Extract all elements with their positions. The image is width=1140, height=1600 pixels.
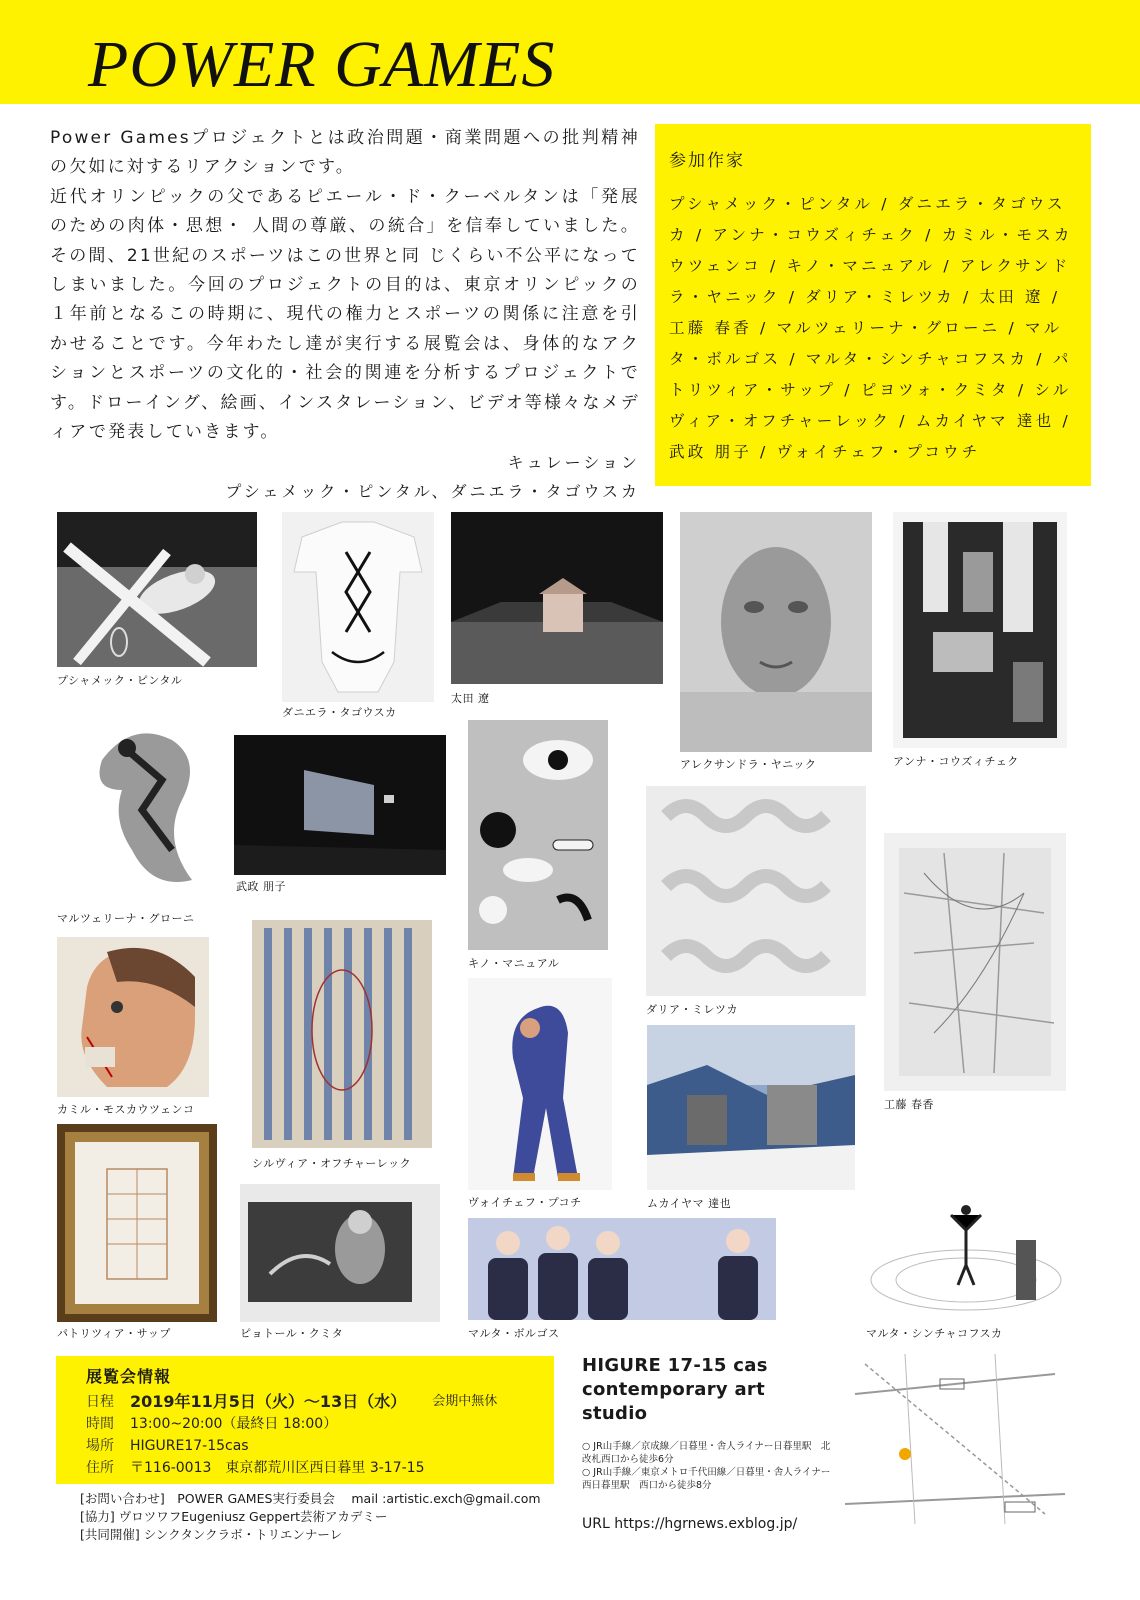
info-time-row <box>86 1413 554 1435</box>
artwork-striped-fabric <box>252 920 432 1148</box>
caption-artist-13: ヴォイチェフ・プコチ <box>468 1196 582 1209</box>
artwork-cutout-shapes <box>468 720 608 950</box>
exhibition-info-title: 展覧会情報 <box>86 1367 172 1386</box>
artwork-architectural-abstract <box>893 512 1067 748</box>
info-date-value: 2019年11月5日（火）～13日（水） <box>130 1392 407 1411</box>
contact-inquiry: [お問い合わせ] POWER GAMES実行委員会 mail :artistic.exch@gmail.com <box>80 1491 541 1506</box>
caption-artist-5: アンナ・コウズィチェク <box>893 755 1019 768</box>
info-time-label: 時間 <box>86 1416 114 1432</box>
caption-artist-9: ダリア・ミレツカ <box>646 1003 738 1016</box>
exhibition-info-box <box>56 1356 554 1484</box>
artists-list: プシャメック・ピンタル / ダニエラ・タゴウスカ / アンナ・コウズィチェク / カミル・モスカウツェンコ / キノ・マニュアル / アレクサンドラ・ヤニック / ダリア・ミレツカ / 太田 遼 / 工藤 春香 / マルツェリーナ・グローニ / マルタ・ボルゴス / マルタ・シンチャコフスカ / パトリツィア・サップ / ピヨツォ・クミタ / シルヴィア・オフチャーレック / ムカイヤマ 達也 / 武政 朋子 / ヴォイチェフ・プコウチ <box>669 195 1073 461</box>
venue-url[interactable]: URL https://hgrnews.exblog.jp/ <box>582 1516 798 1532</box>
caption-artist-1: プシャメック・ピンタル <box>57 674 183 687</box>
info-address-label: 住所 <box>86 1460 114 1476</box>
curation-credit <box>50 448 640 506</box>
intro-text <box>50 124 640 447</box>
caption-artist-10: 工藤 春香 <box>884 1098 934 1111</box>
caption-artist-17: マルタ・ボルゴス <box>468 1327 560 1340</box>
info-date-extra: 会期中無休 <box>432 1394 498 1409</box>
artwork-video-installation <box>234 735 446 875</box>
map-image <box>845 1354 1065 1524</box>
caption-artist-12: シルヴィア・オフチャーレック <box>252 1157 412 1170</box>
artwork-framed-drawing <box>57 1124 217 1322</box>
artwork-grey-face <box>680 512 872 752</box>
curators: プシェメック・ピンタル、ダニエラ・タゴウスカ <box>225 482 640 501</box>
info-date-row <box>86 1391 554 1413</box>
artwork-anatomy-head <box>57 937 209 1097</box>
caption-artist-6: マルツェリーナ・グローニ <box>57 912 195 925</box>
info-address-value: 〒116-0013 東京都荒川区西日暮里 3-17-15 <box>130 1460 425 1476</box>
poster-title: POWER GAMES <box>88 28 556 101</box>
info-date-label: 日程 <box>86 1394 114 1410</box>
caption-artist-2: ダニエラ・タゴウスカ <box>282 706 397 719</box>
artwork-bodysuit <box>282 512 434 702</box>
artwork-dark-room-model <box>451 512 663 684</box>
caption-artist-15: パトリツィア・サップ <box>57 1327 171 1340</box>
venue-access <box>582 1440 840 1492</box>
artwork-pattern-drawing <box>646 786 866 996</box>
artwork-ink-figure <box>72 700 224 906</box>
info-time-value: 13:00~20:00（最終日 18:00） <box>130 1416 338 1432</box>
artists-box <box>655 124 1091 486</box>
venue-access-2: ○ JR山手線／東京メトロ千代田線／日暮里・舎人ライナー 西日暮里駅 西口から徒歩8分 <box>582 1467 840 1491</box>
venue-name-line2: contemporary art studio <box>582 1379 765 1424</box>
artwork-blue-figure <box>468 978 612 1190</box>
artwork-swimmers <box>468 1218 776 1320</box>
intro-paragraph-1: Power Gamesプロジェクトとは政治問題・商業問題への批判精神の欠如に対するリアクションです。 <box>50 128 640 178</box>
venue-access-1: ○ JR山手線／京成線／日暮里・舎人ライナー日暮里駅 北改札西口から徒歩6分 <box>582 1441 831 1465</box>
artwork-etching-photo <box>240 1184 440 1322</box>
venue-info <box>582 1354 840 1532</box>
artwork-line-sketch <box>884 833 1066 1091</box>
title-banner <box>0 0 1140 104</box>
caption-artist-7: 武政 朋子 <box>236 880 286 893</box>
info-place-row <box>86 1435 554 1457</box>
info-place-label: 場所 <box>86 1438 114 1454</box>
artwork-tennis-player <box>57 512 257 667</box>
caption-artist-3: 太田 遼 <box>451 692 490 705</box>
contact-cohost: [共同開催] シンクタンクラボ・トリエンナーレ <box>80 1527 343 1542</box>
artwork-performance-sketch <box>866 1180 1066 1322</box>
contacts <box>80 1490 541 1544</box>
caption-artist-4: アレクサンドラ・ヤニック <box>680 758 817 771</box>
contact-cooperation: [協力] ヴロツワフEugeniusz Geppert芸術アカデミー <box>80 1509 388 1524</box>
artwork-blue-painting <box>647 1025 855 1190</box>
caption-artist-16: ピョトール・クミタ <box>240 1327 344 1340</box>
info-address-row <box>86 1457 554 1479</box>
caption-artist-14: ムカイヤマ 達也 <box>647 1197 732 1210</box>
caption-artist-11: カミル・モスカウツェンコ <box>57 1103 195 1116</box>
info-place-value: HIGURE17-15cas <box>130 1438 249 1454</box>
artists-box-title: 参加作家 <box>669 151 745 171</box>
curation-label: キュレーション <box>507 453 640 472</box>
intro-paragraph-2: 近代オリンピックの父であるピエール・ド・クーベルタンは「発展のための肉体・思想・ 人間の尊厳、の統合」を信奉していました。その間、21世紀のスポーツはこの世界と同 じくらい不公平になってしまいました。今回のプロジェクトの目的は、東京オリンピックの１年前となるこの時期に、現代の権力とスポーツの関係に注意を引かせることです。今年わたし達が実行する展覧会は、身体的なアクションとスポーツの文化的・社会的関連を分析するプロジェクトです。ドローイング、絵画、インスタレーション、ビデオ等様々なメディアで発表していきます。 <box>50 186 640 443</box>
caption-artist-8: キノ・マニュアル <box>468 957 560 970</box>
venue-name-line1: HIGURE 17-15 cas <box>582 1355 768 1376</box>
caption-artist-18: マルタ・シンチャコフスカ <box>866 1327 1003 1340</box>
